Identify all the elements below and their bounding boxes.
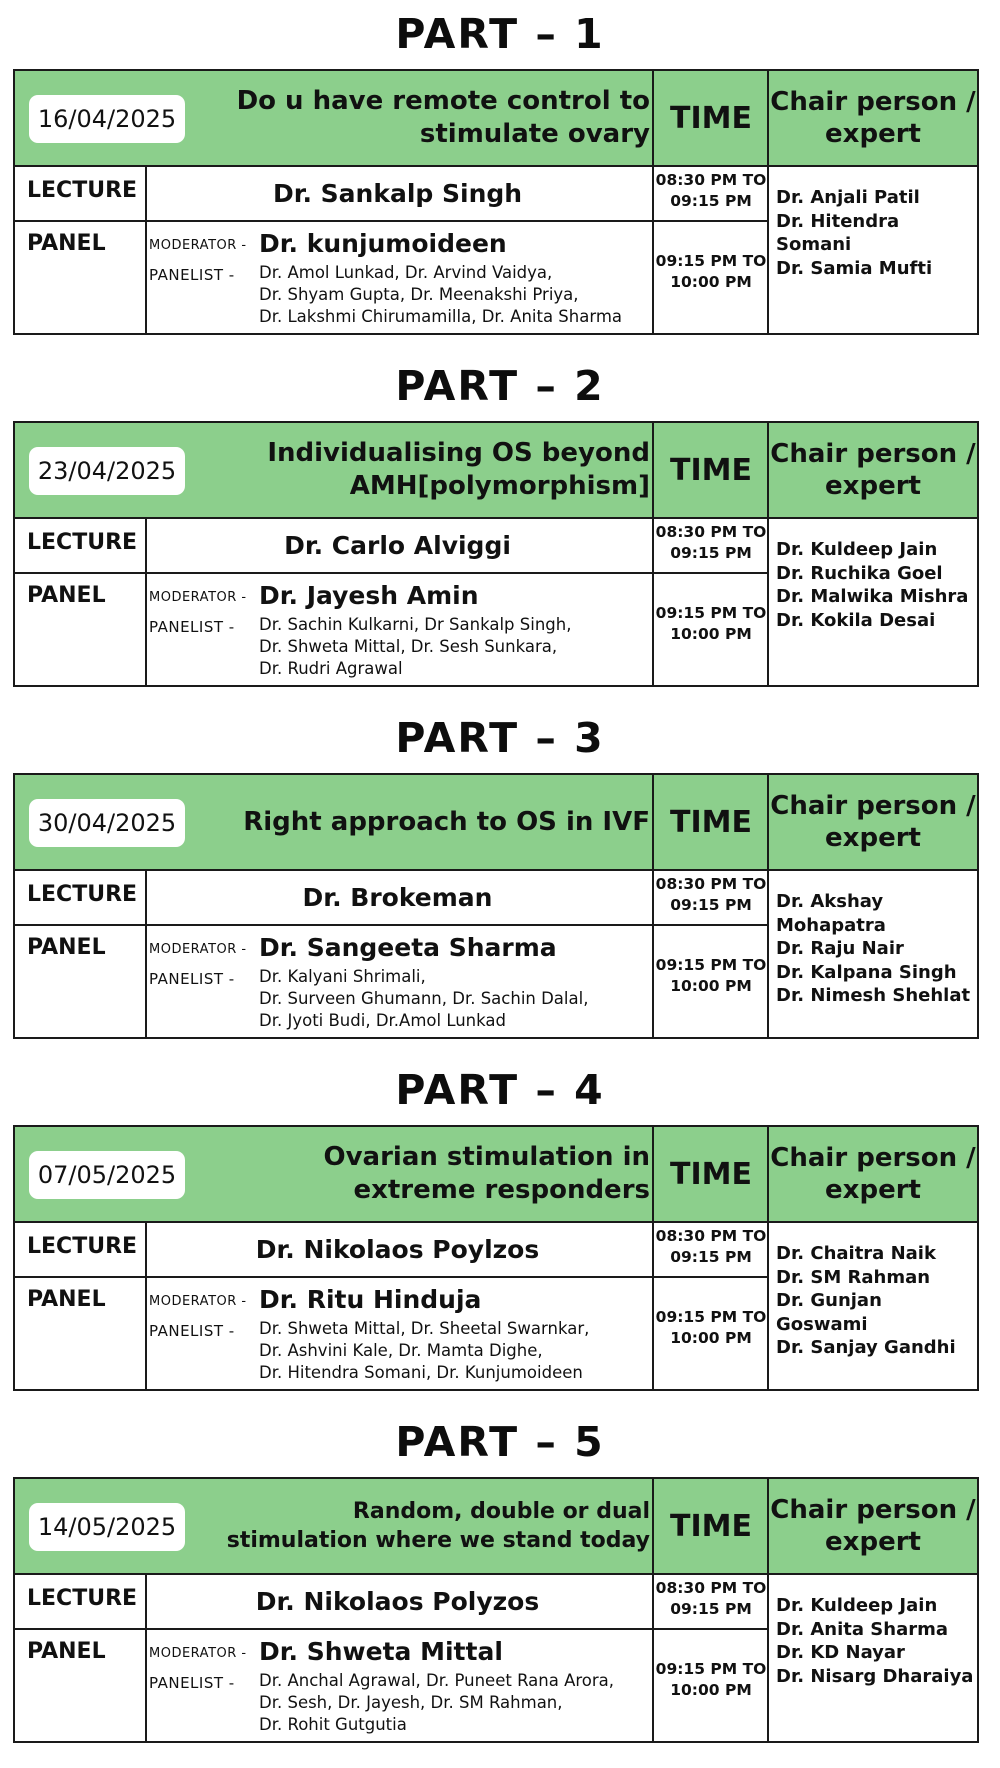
- schedule-part: [0, 704, 1000, 1064]
- panelist-label: PANELIST -: [149, 266, 235, 284]
- chair-person: Dr. Chaitra Naik: [776, 1243, 936, 1264]
- session-header: [15, 1127, 977, 1223]
- moderator-name: Dr. Sangeeta Sharma: [259, 933, 557, 962]
- schedule-part: [0, 1056, 1000, 1416]
- lecture-label: LECTURE: [27, 1586, 138, 1611]
- lecturer-name: Dr. Nikolaos Poylzos: [255, 1235, 540, 1264]
- panelist-names: Dr. Anchal Agrawal, Dr. Puneet Rana Arora, Dr. Sesh, Dr. Jayesh, Dr. SM Rahman, Dr. Rohit Gutgutia: [259, 1671, 615, 1734]
- divider: [767, 423, 769, 685]
- chair-person: Dr. Nisarg Dharaiya: [776, 1665, 974, 1687]
- chair-person: Dr. Nimesh Shehlat: [776, 985, 971, 1006]
- session-table: [13, 1125, 979, 1391]
- chair-person: Dr. Ruchika Goel: [776, 562, 943, 584]
- part-title: PART – 2: [395, 362, 605, 410]
- schedule-part: [0, 0, 1000, 360]
- panel-time: 09:15 PM TO 10:00 PM: [655, 252, 767, 291]
- divider: [15, 1276, 767, 1278]
- lecturer-name: Dr. Nikolaos Polyzos: [255, 1587, 540, 1616]
- divider: [15, 924, 767, 926]
- panelist-names: Dr. Amol Lunkad, Dr. Arvind Vaidya, Dr. Shyam Gupta, Dr. Meenakshi Priya, Dr. Lakshmi Chirumamilla, Dr. Anita Sharma: [259, 263, 623, 326]
- panel-label: PANEL: [27, 1639, 106, 1664]
- divider: [15, 1628, 767, 1630]
- panel-time: 09:15 PM TO 10:00 PM: [655, 956, 767, 995]
- chair-persons-list: [776, 1594, 976, 1688]
- chair-person: Dr. Akshay Mohapatra: [776, 891, 886, 936]
- divider: [15, 220, 767, 222]
- chair-column-header: Chair person / expert: [770, 791, 976, 853]
- session-table: [13, 421, 979, 687]
- session-date: 16/04/2025: [29, 95, 185, 143]
- time-column-header: TIME: [670, 452, 752, 488]
- chair-person: Dr. SM Rahman: [776, 1266, 931, 1288]
- chair-column-header: Chair person / expert: [770, 1495, 976, 1557]
- chair-persons-list: [776, 538, 976, 632]
- panel-label: PANEL: [27, 231, 106, 256]
- panel-label: PANEL: [27, 1287, 106, 1312]
- session-header: [15, 1479, 977, 1575]
- session-table: [13, 773, 979, 1039]
- panelist-label: PANELIST -: [149, 1322, 235, 1340]
- session-date: 07/05/2025: [29, 1151, 185, 1199]
- divider: [767, 1127, 769, 1389]
- divider: [767, 1479, 769, 1741]
- time-column-header: TIME: [670, 1156, 752, 1192]
- lecturer-name: Dr. Sankalp Singh: [272, 179, 523, 208]
- lecture-time: 08:30 PM TO 09:15 PM: [655, 875, 767, 914]
- session-topic: Random, double or dual stimulation where we stand today: [226, 1499, 650, 1553]
- panel-time: 09:15 PM TO 10:00 PM: [655, 1660, 767, 1699]
- session-header: [15, 775, 977, 871]
- panel-time: 09:15 PM TO 10:00 PM: [655, 604, 767, 643]
- moderator-label: MODERATOR -: [149, 590, 247, 605]
- session-topic: Individualising OS beyond AMH[polymorphism]: [267, 438, 650, 501]
- session-topic: Do u have remote control to stimulate ovary: [236, 86, 650, 149]
- part-title: PART – 3: [395, 714, 605, 762]
- panelist-label: PANELIST -: [149, 618, 235, 636]
- lecture-time: 08:30 PM TO 09:15 PM: [655, 171, 767, 210]
- lecture-time: 08:30 PM TO 09:15 PM: [655, 1227, 767, 1266]
- session-date: 14/05/2025: [29, 1503, 185, 1551]
- chair-person: Dr. Malwika Mishra: [776, 586, 969, 607]
- lecture-label: LECTURE: [27, 882, 138, 907]
- session-header: [15, 423, 977, 519]
- lecture-label: LECTURE: [27, 178, 138, 203]
- part-title: PART – 1: [395, 10, 605, 58]
- moderator-label: MODERATOR -: [149, 1294, 247, 1309]
- session-table: [13, 69, 979, 335]
- chair-column-header: Chair person / expert: [770, 439, 976, 501]
- session-date: 23/04/2025: [29, 447, 185, 495]
- session-topic: Right approach to OS in IVF: [243, 806, 650, 837]
- chair-persons-list: [776, 890, 976, 1008]
- moderator-label: MODERATOR -: [149, 942, 247, 957]
- chair-person: Dr. Raju Nair: [776, 938, 904, 959]
- chair-column-header: Chair person / expert: [770, 87, 976, 149]
- moderator-name: Dr. Ritu Hinduja: [259, 1285, 482, 1314]
- panelist-names: Dr. Sachin Kulkarni, Dr Sankalp Singh, Dr. Shweta Mittal, Dr. Sesh Sunkara, Dr. Rudri Agrawal: [259, 615, 572, 678]
- chair-person: Dr. Kalpana Singh: [776, 961, 957, 983]
- chair-person: Dr. Anjali Patil: [776, 187, 920, 208]
- panelist-label: PANELIST -: [149, 970, 235, 988]
- time-column-header: TIME: [670, 804, 752, 840]
- chair-persons-list: [776, 1242, 976, 1360]
- divider: [767, 71, 769, 333]
- panel-time: 09:15 PM TO 10:00 PM: [655, 1308, 767, 1347]
- panelist-label: PANELIST -: [149, 1674, 235, 1692]
- chair-persons-list: [776, 186, 976, 280]
- lecture-time: 08:30 PM TO 09:15 PM: [655, 1579, 767, 1618]
- session-header: [15, 71, 977, 167]
- chair-person: Dr. Sanjay Gandhi: [776, 1337, 956, 1358]
- lecture-time: 08:30 PM TO 09:15 PM: [655, 523, 767, 562]
- chair-person: Dr. Kokila Desai: [776, 609, 936, 631]
- lecturer-name: Dr. Carlo Alviggi: [284, 531, 511, 560]
- part-title: PART – 5: [395, 1418, 605, 1466]
- schedule-part: [0, 352, 1000, 712]
- session-date: 30/04/2025: [29, 799, 185, 847]
- moderator-label: MODERATOR -: [149, 238, 247, 253]
- chair-person: Dr. Gunjan Goswami: [776, 1290, 882, 1335]
- time-column-header: TIME: [670, 1508, 752, 1544]
- divider: [767, 775, 769, 1037]
- panel-label: PANEL: [27, 583, 106, 608]
- chair-person: Dr. Anita Sharma: [776, 1618, 948, 1640]
- session-topic: Ovarian stimulation in extreme responders: [323, 1142, 650, 1205]
- part-title: PART – 4: [395, 1066, 605, 1114]
- lecture-label: LECTURE: [27, 1234, 138, 1259]
- time-column-header: TIME: [670, 100, 752, 136]
- panel-label: PANEL: [27, 935, 106, 960]
- moderator-label: MODERATOR -: [149, 1646, 247, 1661]
- panelist-names: Dr. Kalyani Shrimali, Dr. Surveen Ghumann, Dr. Sachin Dalal, Dr. Jyoti Budi, Dr.Amol Lunkad: [259, 967, 589, 1030]
- chair-person: Dr. Samia Mufti: [776, 257, 933, 279]
- panelist-names: Dr. Shweta Mittal, Dr. Sheetal Swarnkar, Dr. Ashvini Kale, Dr. Mamta Dighe, Dr. Hitendra Somani, Dr. Kunjumoideen: [259, 1319, 590, 1382]
- divider: [15, 572, 767, 574]
- chair-person: Dr. Hitendra Somani: [776, 210, 900, 255]
- lecture-label: LECTURE: [27, 530, 138, 555]
- moderator-name: Dr. Jayesh Amin: [259, 581, 479, 610]
- chair-person: Dr. Kuldeep Jain: [776, 539, 938, 560]
- moderator-name: Dr. kunjumoideen: [259, 229, 507, 258]
- lecturer-name: Dr. Brokeman: [302, 883, 493, 912]
- moderator-name: Dr. Shweta Mittal: [259, 1637, 503, 1666]
- chair-column-header: Chair person / expert: [770, 1143, 976, 1205]
- chair-person: Dr. KD Nayar: [776, 1642, 905, 1663]
- schedule-part: [0, 1408, 1000, 1768]
- chair-person: Dr. Kuldeep Jain: [776, 1595, 938, 1616]
- session-table: [13, 1477, 979, 1743]
